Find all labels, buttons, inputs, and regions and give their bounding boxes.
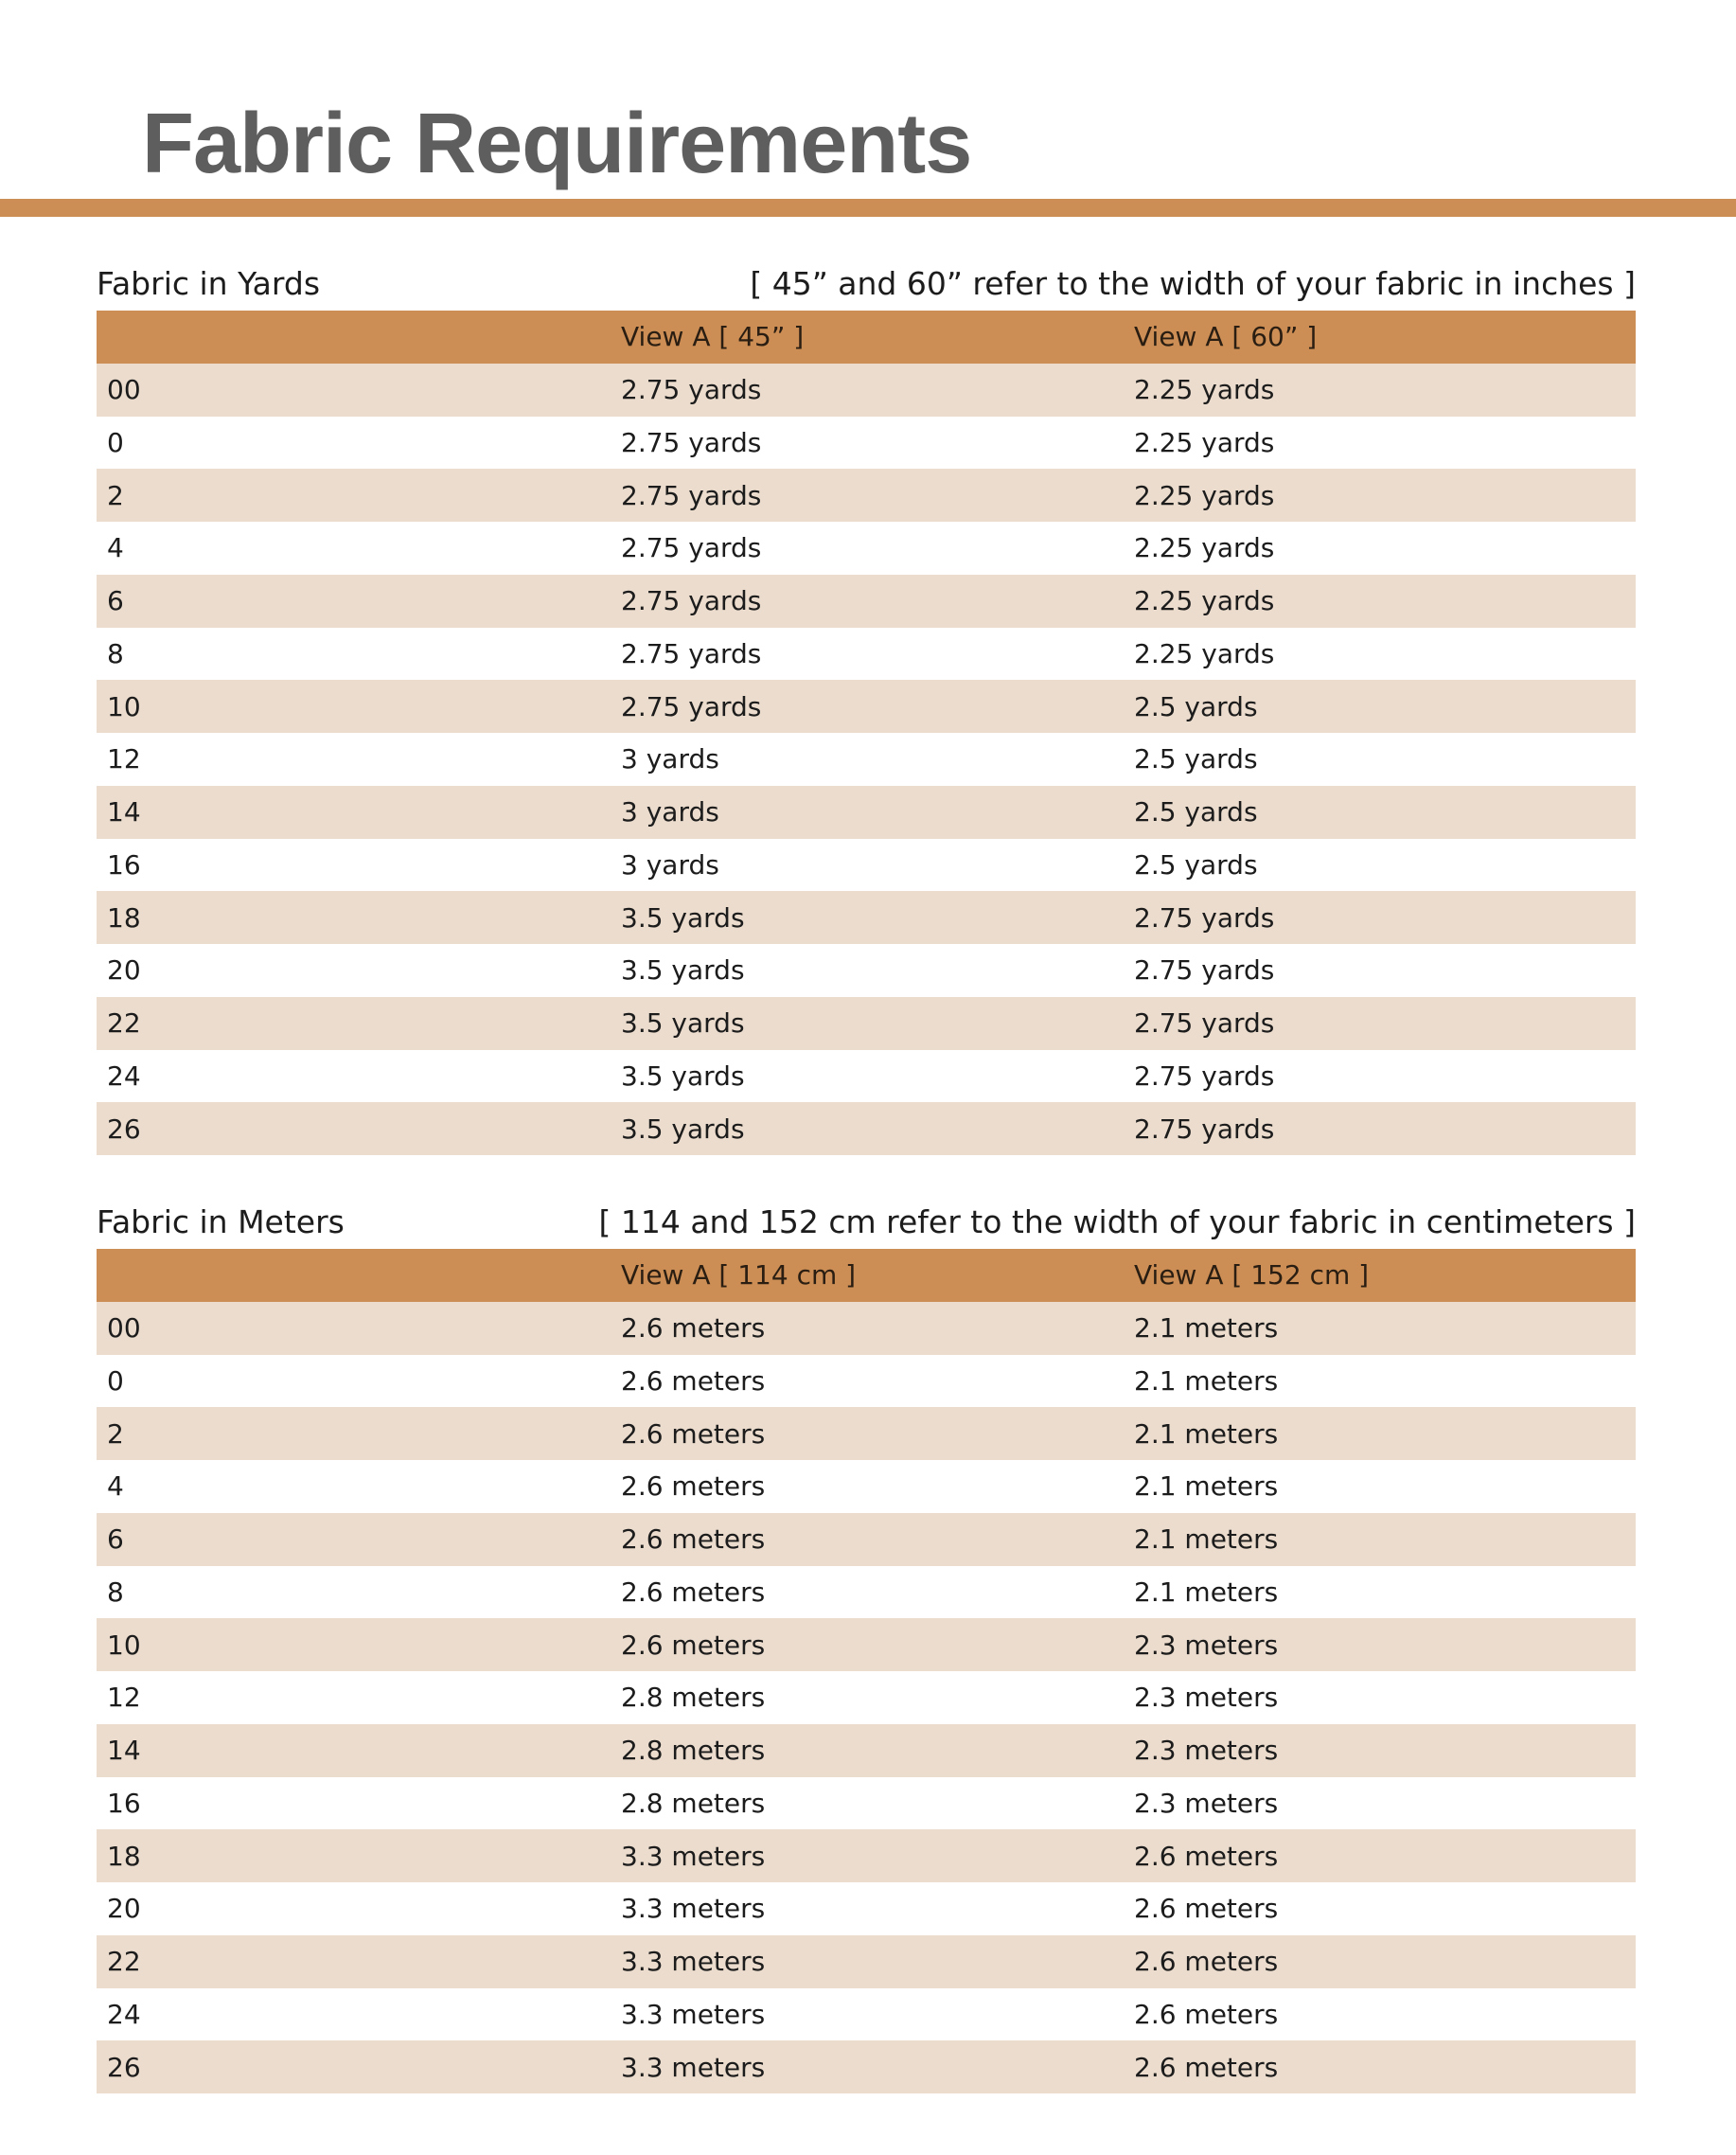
yardage-60-cell: 2.5 yards [1134,743,1258,775]
yardage-45-cell: 3.5 yards [621,1113,745,1145]
size-cell: 16 [107,848,141,881]
yards-table-header-row [97,311,1636,364]
meterage-152-cell: 2.1 meters [1134,1576,1279,1608]
meters-section-header [97,1190,1636,1249]
meterage-152-cell: 2.3 meters [1134,1629,1279,1661]
meters-width-note: [ 114 and 152 cm refer to the width of your fabric in centimeters ] [598,1203,1636,1240]
size-cell: 4 [107,1470,124,1503]
table-row [97,417,1636,470]
meterage-152-cell: 2.6 meters [1134,1893,1279,1925]
yards-table [97,311,1636,1155]
table-row [97,1829,1636,1882]
yardage-45-cell: 3 yards [621,796,719,828]
meterage-152-cell: 2.1 meters [1134,1364,1279,1397]
meterage-114-cell: 3.3 meters [621,2051,766,2083]
table-row [97,1302,1636,1355]
table-row [97,839,1636,892]
view-a-45-column-header: View A [ 45” ] [621,321,805,353]
table-row [97,1460,1636,1513]
size-cell: 10 [107,690,141,722]
yardage-45-cell: 2.75 yards [621,532,762,564]
view-a-114-column-header: View A [ 114 cm ] [621,1259,857,1291]
meterage-152-cell: 2.6 meters [1134,2051,1279,2083]
table-row [97,628,1636,681]
meterage-114-cell: 2.6 meters [621,1629,766,1661]
size-cell: 26 [107,1113,141,1145]
size-cell: 12 [107,1682,141,1714]
size-cell: 16 [107,1787,141,1819]
size-column-header [97,1249,611,1302]
size-cell: 8 [107,637,124,669]
yardage-45-cell: 3 yards [621,848,719,881]
yards-section-label: Fabric in Yards [97,265,321,302]
yardage-45-cell: 3 yards [621,743,719,775]
yardage-45-cell: 3.5 yards [621,1060,745,1092]
yardage-45-cell: 2.75 yards [621,374,762,406]
meterage-114-cell: 2.6 meters [621,1364,766,1397]
size-cell: 6 [107,1523,124,1556]
meterage-114-cell: 2.6 meters [621,1312,766,1345]
table-row [97,1407,1636,1460]
meterage-114-cell: 2.8 meters [621,1735,766,1767]
yardage-60-cell: 2.25 yards [1134,585,1275,617]
size-cell: 12 [107,743,141,775]
yards-table-body [97,364,1636,1155]
table-row [97,680,1636,733]
size-cell: 6 [107,585,124,617]
size-column-header [97,311,611,364]
yardage-45-cell: 3.5 yards [621,954,745,987]
yardage-60-cell: 2.75 yards [1134,954,1275,987]
meterage-114-cell: 2.6 meters [621,1523,766,1556]
yardage-60-cell: 2.25 yards [1134,637,1275,669]
table-row [97,1102,1636,1155]
meterage-152-cell: 2.6 meters [1134,1998,1279,2030]
meterage-152-cell: 2.3 meters [1134,1787,1279,1819]
table-row [97,1777,1636,1830]
size-cell: 14 [107,1735,141,1767]
table-row [97,522,1636,575]
size-cell: 18 [107,901,141,934]
yardage-60-cell: 2.5 yards [1134,796,1258,828]
meterage-152-cell: 2.6 meters [1134,1840,1279,1872]
table-row [97,1724,1636,1777]
fabric-meters-section [97,1190,1636,2093]
yards-width-note: [ 45” and 60” refer to the width of your fabric in inches ] [750,265,1636,302]
table-row [97,1050,1636,1103]
fabric-yards-section [97,252,1636,1155]
size-cell: 20 [107,954,141,987]
size-cell: 22 [107,1007,141,1040]
table-row [97,575,1636,628]
meterage-114-cell: 2.6 meters [621,1576,766,1608]
table-row [97,1513,1636,1566]
table-row [97,1355,1636,1408]
view-a-60-column-header: View A [ 60” ] [1134,321,1318,353]
table-row [97,1935,1636,1988]
yardage-60-cell: 2.25 yards [1134,479,1275,511]
title-divider [0,199,1736,217]
size-cell: 0 [107,426,124,458]
meterage-114-cell: 3.3 meters [621,1893,766,1925]
table-row [97,469,1636,522]
size-cell: 00 [107,374,141,406]
meterage-114-cell: 2.6 meters [621,1470,766,1503]
yardage-60-cell: 2.25 yards [1134,374,1275,406]
meterage-114-cell: 3.3 meters [621,1840,766,1872]
yardage-60-cell: 2.75 yards [1134,901,1275,934]
table-row [97,891,1636,944]
meters-table [97,1249,1636,2093]
table-row [97,2040,1636,2093]
size-cell: 00 [107,1312,141,1345]
table-row [97,997,1636,1050]
size-cell: 4 [107,532,124,564]
size-cell: 26 [107,2051,141,2083]
yardage-45-cell: 2.75 yards [621,637,762,669]
table-row [97,1566,1636,1619]
meters-table-header-row [97,1249,1636,1302]
size-cell: 2 [107,479,124,511]
view-a-152-column-header: View A [ 152 cm ] [1134,1259,1370,1291]
yardage-45-cell: 2.75 yards [621,585,762,617]
yardage-60-cell: 2.25 yards [1134,532,1275,564]
meterage-114-cell: 2.8 meters [621,1682,766,1714]
yardage-45-cell: 2.75 yards [621,690,762,722]
meterage-152-cell: 2.1 meters [1134,1312,1279,1345]
table-row [97,1618,1636,1671]
size-cell: 24 [107,1060,141,1092]
size-cell: 24 [107,1998,141,2030]
size-cell: 20 [107,1893,141,1925]
size-cell: 0 [107,1364,124,1397]
size-cell: 10 [107,1629,141,1661]
yardage-60-cell: 2.75 yards [1134,1113,1275,1145]
size-cell: 8 [107,1576,124,1608]
table-row [97,364,1636,417]
yardage-45-cell: 3.5 yards [621,1007,745,1040]
meterage-114-cell: 3.3 meters [621,1998,766,2030]
table-row [97,1671,1636,1724]
meterage-152-cell: 2.3 meters [1134,1682,1279,1714]
yardage-60-cell: 2.75 yards [1134,1060,1275,1092]
yardage-45-cell: 2.75 yards [621,426,762,458]
size-cell: 22 [107,1946,141,1978]
table-row [97,733,1636,786]
size-cell: 14 [107,796,141,828]
yardage-45-cell: 2.75 yards [621,479,762,511]
meterage-114-cell: 3.3 meters [621,1946,766,1978]
meterage-152-cell: 2.6 meters [1134,1946,1279,1978]
meterage-114-cell: 2.8 meters [621,1787,766,1819]
yardage-45-cell: 3.5 yards [621,901,745,934]
table-row [97,1882,1636,1935]
meters-section-label: Fabric in Meters [97,1203,345,1240]
yardage-60-cell: 2.25 yards [1134,426,1275,458]
meters-table-body [97,1302,1636,2093]
meterage-152-cell: 2.3 meters [1134,1735,1279,1767]
meterage-114-cell: 2.6 meters [621,1417,766,1450]
table-row [97,1988,1636,2041]
page-title: Fabric Requirements [142,97,972,191]
size-cell: 2 [107,1417,124,1450]
meterage-152-cell: 2.1 meters [1134,1523,1279,1556]
meterage-152-cell: 2.1 meters [1134,1470,1279,1503]
yardage-60-cell: 2.5 yards [1134,690,1258,722]
meterage-152-cell: 2.1 meters [1134,1417,1279,1450]
size-cell: 18 [107,1840,141,1872]
table-row [97,944,1636,997]
yardage-60-cell: 2.75 yards [1134,1007,1275,1040]
table-row [97,786,1636,839]
yardage-60-cell: 2.5 yards [1134,848,1258,881]
yards-section-header [97,252,1636,311]
